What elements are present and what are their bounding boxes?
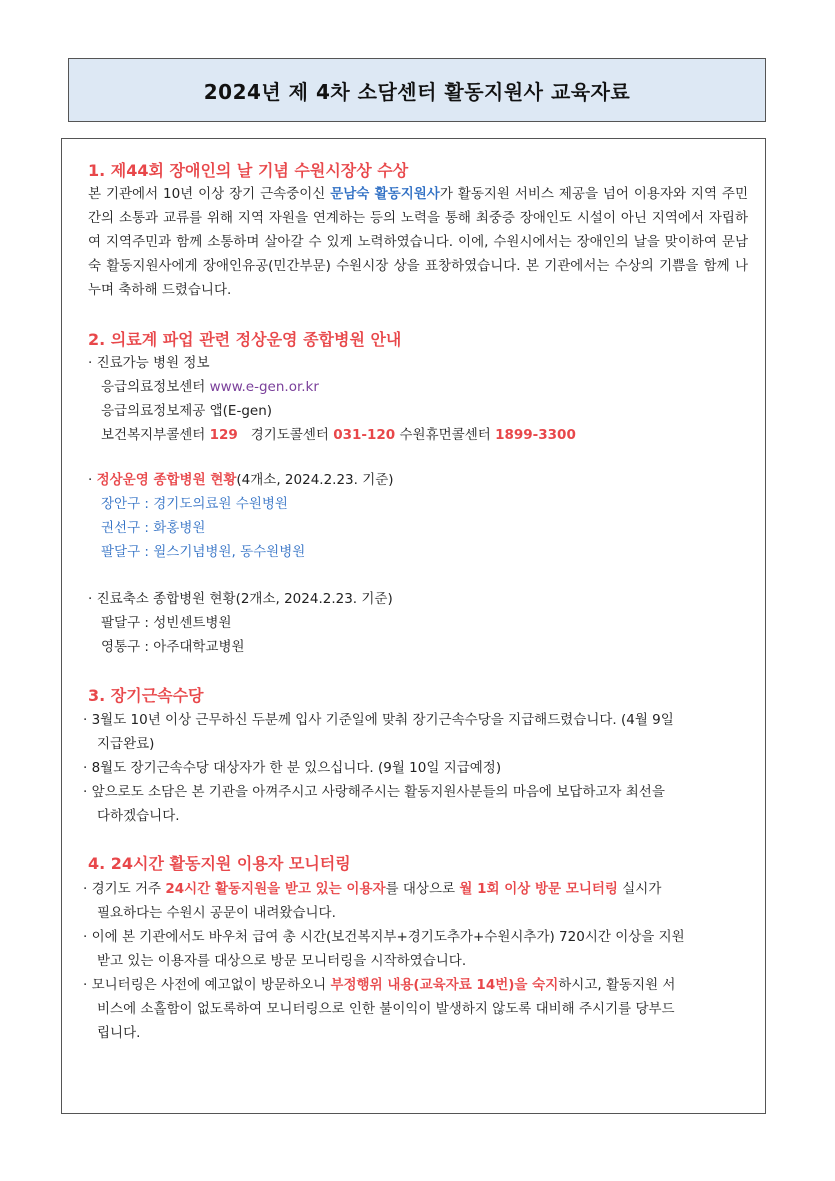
normal-hospital-note: (4개소, 2024.2.23. 기준) <box>236 472 394 488</box>
call3-label: 수원휴먼콜센터 <box>399 427 491 443</box>
call3-number: 1899-3300 <box>495 427 576 443</box>
hospital-info-title: · 진료가능 병원 정보 <box>88 355 210 371</box>
s1-text-b: 가 활동지원 서비스 제공을 넘어 이용자와 지역 주민간의 소통과 교류를 위해 지역 자원을 연계하는 등의 노력을 통해 최중증 장애인도 시설이 아닌 지역에서 자립하여 지역주민과 함께 소통하며 살아갈 수 있게 노력하였습니다. 이에, 수원시에서는 장애인의 날을 맞이하여 문남숙 활동지원사에게 장애인유공(민간부문) 수원시장 상을 표창하였습니다. 본 기관에서는 수상의 기쁨을 함께 나누며 축하해 드렸습니다. <box>88 186 749 298</box>
call1-number: 129 <box>209 427 238 443</box>
s4-bullet-1 <box>83 877 661 901</box>
section-2-heading: 2. 의료계 파업 관련 정상운영 종합병원 안내 <box>88 330 402 349</box>
s4-bullet-3-cont-2: 립니다. <box>97 1025 141 1041</box>
section-1-paragraph <box>88 182 748 302</box>
normal-bullet: · <box>88 472 97 488</box>
s1-text-a: 본 기관에서 10년 이상 장기 근속중이신 <box>88 186 331 202</box>
normal-hospital-row: 팔달구 : 윌스기념병원, 동수원병원 <box>101 544 306 560</box>
egen-link[interactable]: www.e-gen.or.kr <box>209 379 319 395</box>
s3-bullet-3-cont: 다하겠습니다. <box>97 808 180 824</box>
egen-line <box>101 375 319 399</box>
reduced-hospital-row: 영통구 : 아주대학교병원 <box>101 639 245 655</box>
s4-bullet-1-cont: 필요하다는 수원시 공문이 내려왔습니다. <box>97 905 336 921</box>
title-box <box>68 58 766 122</box>
section-1-heading: 1. 제44회 장애인의 날 기념 수원시장상 수상 <box>88 161 409 180</box>
normal-hospital-title: 정상운영 종합병원 현황 <box>96 472 237 488</box>
s4-b1-highlight-1: 24시간 활동지원을 받고 있는 이용자 <box>165 881 386 897</box>
awardee-name: 문남숙 활동지원사 <box>330 186 440 202</box>
section-3-heading: 3. 장기근속수당 <box>88 686 204 705</box>
normal-hospital-row: 권선구 : 화홍병원 <box>101 520 206 536</box>
s4-b1-text-c: 실시가 <box>617 881 662 897</box>
s3-bullet-1-cont: 지급완료) <box>97 736 155 752</box>
s4-b3-text-b: 하시고, 활동지원 서 <box>558 977 676 993</box>
s4-bullet-2-cont: 받고 있는 이용자를 대상으로 방문 모니터링을 시작하였습니다. <box>97 953 467 969</box>
s4-b1-text-a: · 경기도 거주 <box>83 881 166 897</box>
egen-app: 응급의료정보제공 앱(E-gen) <box>101 403 273 419</box>
s3-bullet-3: · 앞으로도 소담은 본 기관을 아껴주시고 사랑해주시는 활동지원사분들의 마음에 보답하고자 최선을 <box>83 784 665 800</box>
call1-label: 보건복지부콜센터 <box>101 427 206 443</box>
s4-b3-highlight: 부정행위 내용(교육자료 14번)을 숙지 <box>330 977 559 993</box>
call-center-line <box>101 423 576 447</box>
normal-hospital-title-line <box>88 468 394 492</box>
s4-bullet-2: · 이에 본 기관에서도 바우처 급여 총 시간(보건복지부+경기도추가+수원시추가) 720시간 이상을 지원 <box>83 929 685 945</box>
egen-label: 응급의료정보센터 <box>101 379 206 395</box>
s4-b1-text-b: 를 대상으로 <box>385 881 460 897</box>
call2-label: 경기도콜센터 <box>250 427 329 443</box>
call2-number: 031-120 <box>333 427 396 443</box>
s4-b3-text-a: · 모니터링은 사전에 예고없이 방문하오니 <box>83 977 331 993</box>
s3-bullet-2: · 8월도 장기근속수당 대상자가 한 분 있으십니다. (9월 10일 지급예정) <box>83 760 502 776</box>
s3-bullet-1: · 3월도 10년 이상 근무하신 두분께 입사 기준일에 맞춰 장기근속수당을 지급해드렸습니다. (4월 9일 <box>83 712 674 728</box>
normal-hospital-row: 장안구 : 경기도의료원 수원병원 <box>101 496 288 512</box>
reduced-hospital-row: 팔달구 : 성빈센트병원 <box>101 615 232 631</box>
s4-bullet-3-cont: 비스에 소홀함이 없도록하여 모니터링으로 인한 불이익이 발생하지 않도록 대비해 주시기를 당부드 <box>97 1001 675 1017</box>
page-title: 2024년 제 4차 소담센터 활동지원사 교육자료 <box>203 79 631 104</box>
section-4-heading: 4. 24시간 활동지원 이용자 모니터링 <box>88 854 351 873</box>
s4-b1-highlight-2: 월 1회 이상 방문 모니터링 <box>459 881 618 897</box>
s4-bullet-3 <box>83 973 675 997</box>
reduced-hospital-title: · 진료축소 종합병원 현황(2개소, 2024.2.23. 기준) <box>88 591 393 607</box>
